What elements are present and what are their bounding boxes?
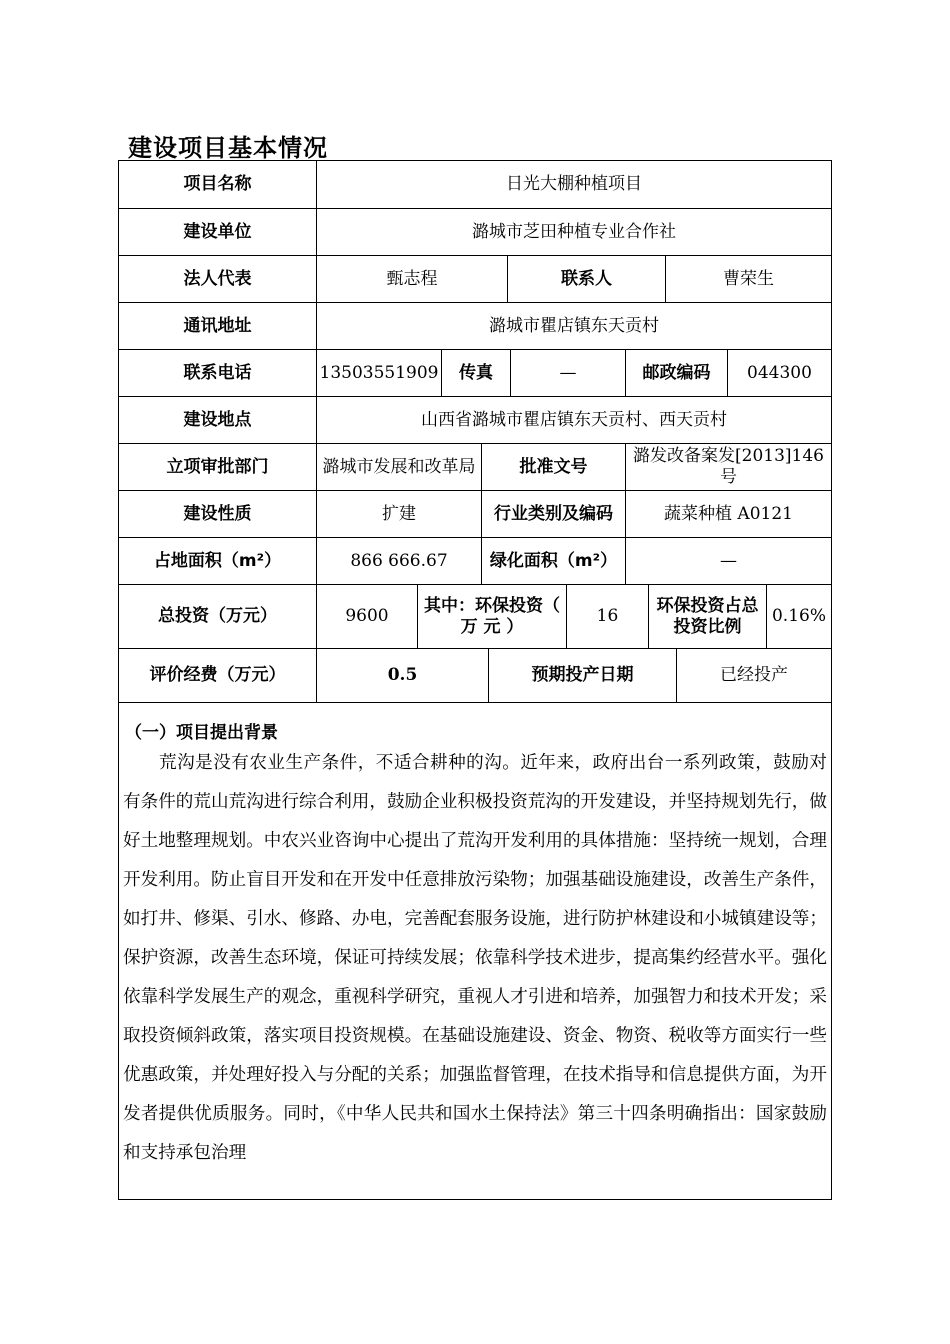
value-approval: 潞城市发展和改革局: [316, 444, 481, 490]
row-area: [119, 538, 831, 585]
background-section: [119, 702, 831, 1173]
row-fee: [119, 649, 831, 703]
value-industry: 蔬菜种植 A0121: [625, 491, 831, 537]
value-builder: 潞城市芝田种植专业合作社: [316, 209, 831, 255]
label-legal-rep: 法人代表: [183, 268, 252, 289]
row-legal-rep: [119, 256, 831, 303]
value-area: 866 666.67: [316, 538, 481, 584]
row-nature: [119, 491, 831, 538]
label-investment: 总投资（万元）: [158, 606, 277, 626]
value-investment: 9600: [316, 585, 417, 648]
value-nature: 扩建: [316, 491, 481, 537]
value-fax: —: [510, 350, 625, 396]
page-title: 建设项目基本情况: [128, 134, 328, 162]
row-builder: [119, 209, 831, 256]
value-green-area: —: [625, 538, 831, 584]
value-production-date: 已经投产: [676, 649, 831, 702]
value-fee: 0.5: [316, 649, 488, 702]
value-site: 山西省潞城市瞿店镇东天贡村、西天贡村: [316, 397, 831, 443]
section-heading: （一）项目提出背景: [125, 723, 278, 743]
value-phone: 13503551909: [316, 350, 441, 396]
label-nature: 建设性质: [183, 503, 252, 524]
label-area: 占地面积（m²）: [153, 550, 282, 571]
label-env-ratio: 环保投资占总投资比例: [648, 585, 766, 648]
label-production-date: 预期投产日期: [488, 649, 676, 702]
value-project-name: 日光大棚种植项目: [316, 161, 831, 208]
label-industry: 行业类别及编码: [481, 491, 625, 537]
label-green-area: 绿化面积（m²）: [481, 538, 625, 584]
row-site: [119, 397, 831, 444]
value-approval-doc: 潞发改备案发[2013]146号: [625, 444, 831, 490]
row-address: [119, 303, 831, 350]
value-env-investment: 16: [566, 585, 648, 648]
row-investment: [119, 585, 831, 649]
project-info-table: [118, 160, 832, 1200]
label-address: 通讯地址: [183, 315, 252, 336]
label-project-name: 项目名称: [183, 174, 252, 194]
label-fee: 评价经费（万元）: [149, 665, 286, 685]
label-approval-doc: 批准文号: [481, 444, 625, 490]
label-phone: 联系电话: [183, 362, 252, 383]
label-env-investment: 其中：环保投资（ 万 元 ）: [417, 585, 566, 648]
section-paragraph: 荒沟是没有农业生产条件，不适合耕种的沟。近年来，政府出台一系列政策，鼓励对有条件的荒山荒沟进行综合利用，鼓励企业积极投资荒沟的开发建设，并坚持规划先行，做好土地整理规划。中农兴业咨询中心提出了荒沟开发利用的具体措施：坚持统一规划，合理开发利用。防止盲目开发和在开发中任意排放污染物；加强基础设施建设，改善生产条件，如打井、修渠、引水、修路、办电，完善配套服务设施，进行防护林建设和小城镇建设等；保护资源，改善生态环境，保证可持续发展；依靠科学技术进步，提高集约经营水平。强化依靠科学发展生产的观念，重视科学研究，重视人才引进和培养，加强智力和技术开发；采取投资倾斜政策，落实项目投资规模。在基础设施建设、资金、物资、税收等方面实行一些优惠政策，并处理好投入与分配的关系；加强监督管理，在技术指导和信息提供方面，为开发者提供优质服务。同时，《中华人民共和国水土保持法》第三十四条明确指出：国家鼓励和支持承包治理: [123, 753, 827, 1163]
row-approval: [119, 444, 831, 491]
value-address: 潞城市瞿店镇东天贡村: [316, 303, 831, 349]
label-builder: 建设单位: [183, 221, 252, 242]
label-approval: 立项审批部门: [166, 456, 269, 477]
row-project-name: [119, 161, 831, 209]
value-contact: 曹荣生: [665, 256, 831, 302]
label-postcode: 邮政编码: [625, 350, 727, 396]
row-phone: [119, 350, 831, 397]
label-fax: 传真: [441, 350, 510, 396]
label-contact: 联系人: [507, 256, 665, 302]
value-legal-rep: 甄志程: [316, 256, 507, 302]
label-site: 建设地点: [183, 409, 252, 430]
value-postcode: 044300: [727, 350, 831, 396]
value-env-ratio: 0.16%: [766, 585, 831, 648]
